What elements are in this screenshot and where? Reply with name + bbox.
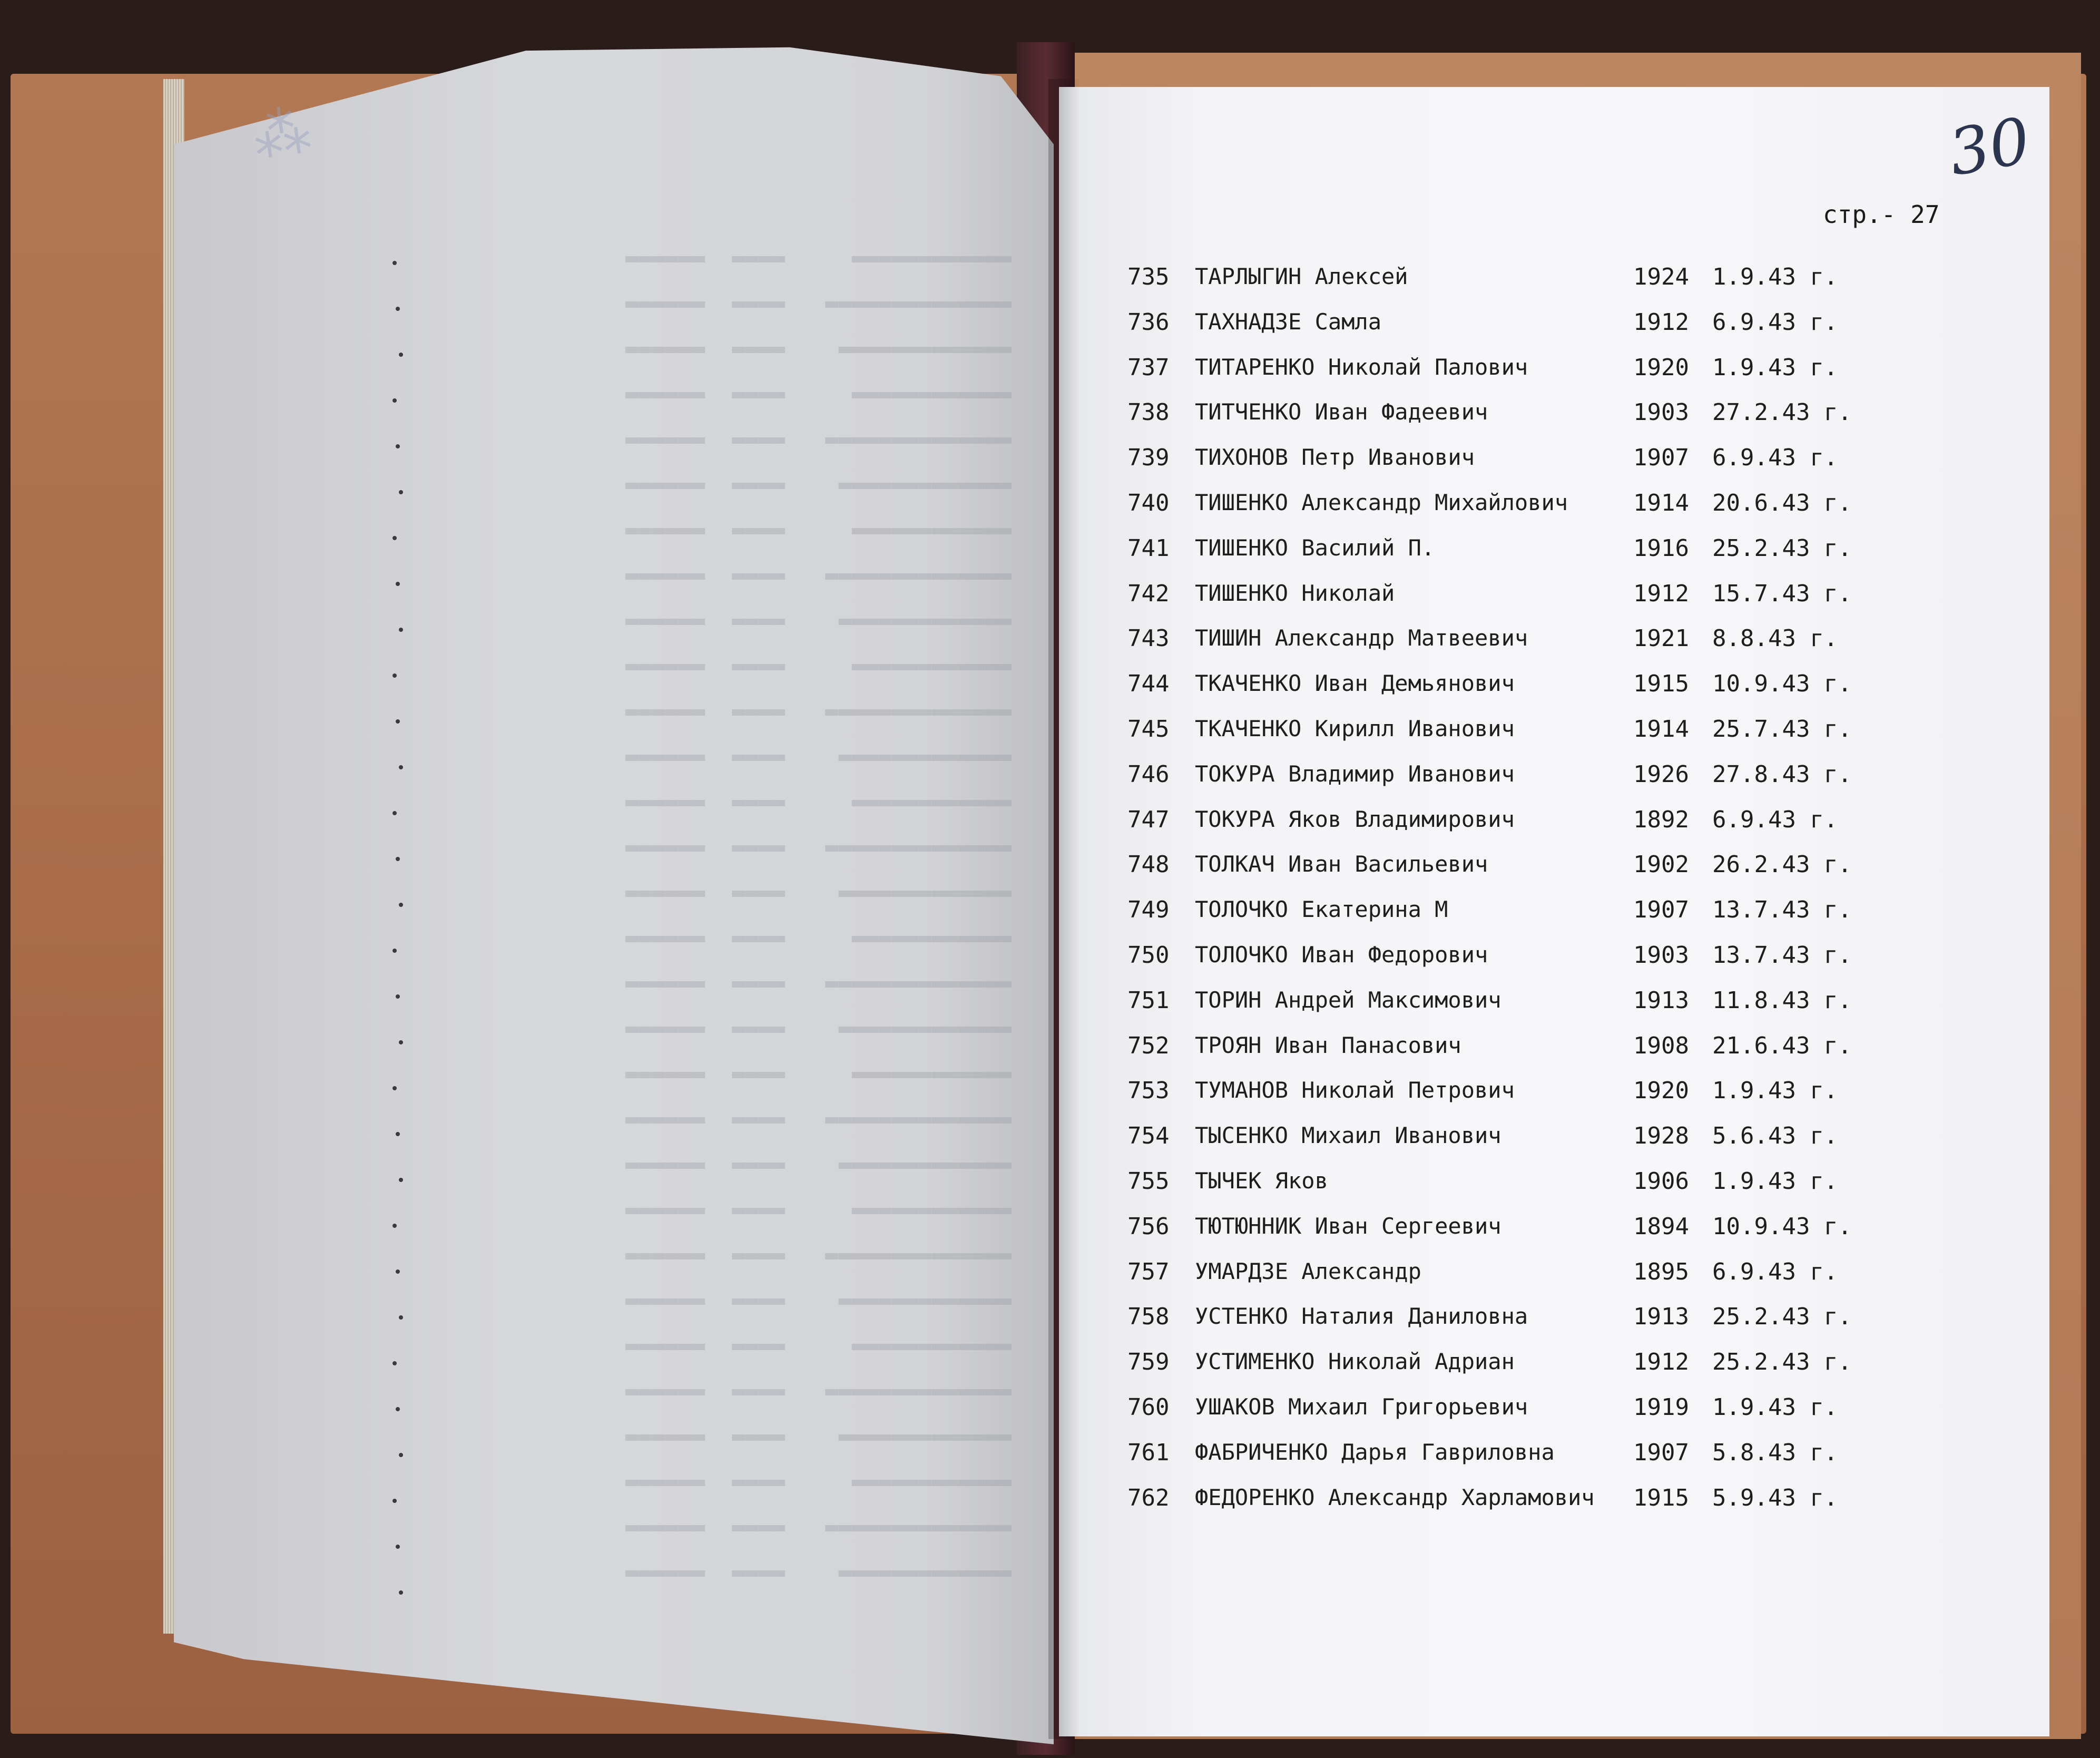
record-name: УШАКОВ Михаил Григорьевич — [1195, 1393, 1528, 1420]
record-row — [1127, 1213, 2023, 1258]
left-page-dot — [392, 673, 397, 678]
record-date: 25.2.43 г. — [1712, 1303, 1852, 1331]
record-name: ТРОЯН Иван Панасович — [1195, 1032, 1461, 1058]
record-date: 1.9.43 г. — [1712, 1393, 1838, 1421]
record-date: 6.9.43 г. — [1712, 308, 1838, 336]
record-birth-year: 1912 — [1633, 580, 1689, 607]
record-date: 5.6.43 г. — [1712, 1122, 1838, 1150]
record-number: 758 — [1127, 1303, 1170, 1331]
record-birth-year: 1914 — [1633, 489, 1689, 516]
record-number: 737 — [1127, 354, 1170, 381]
record-name: УСТИМЕНКО Николай Адриан — [1195, 1349, 1515, 1375]
record-birth-year: 1894 — [1633, 1213, 1689, 1240]
record-birth-year: 1895 — [1633, 1258, 1689, 1285]
record-date: 27.2.43 г. — [1712, 399, 1852, 426]
left-page-dot — [392, 1086, 397, 1090]
record-row — [1127, 309, 2023, 354]
record-name: ТИХОНОВ Петр Иванович — [1195, 444, 1475, 471]
record-row — [1127, 1122, 2023, 1168]
record-birth-year: 1914 — [1633, 715, 1689, 743]
record-name: ТОКУРА Владимир Иванович — [1195, 760, 1515, 787]
record-name: ТЫСЕНКО Михаил Иванович — [1195, 1122, 1502, 1149]
record-date: 21.6.43 г. — [1712, 1032, 1852, 1059]
record-birth-year: 1913 — [1633, 987, 1689, 1014]
left-page-dot — [396, 1269, 400, 1274]
record-row — [1127, 535, 2023, 580]
record-row — [1127, 851, 2023, 896]
record-date: 13.7.43 г. — [1712, 896, 1852, 924]
record-number: 738 — [1127, 399, 1170, 426]
left-page-dot — [399, 1453, 403, 1457]
record-date: 1.9.43 г. — [1712, 1077, 1838, 1105]
record-name: ТЮТЮННИК Иван Сергеевич — [1195, 1213, 1502, 1239]
record-row — [1127, 1077, 2023, 1122]
record-date: 20.6.43 г. — [1712, 489, 1852, 516]
record-name: ТКАЧЕНКО Кирилл Иванович — [1195, 715, 1515, 741]
left-page-dot — [396, 444, 400, 448]
record-name: ТУМАНОВ Николай Петрович — [1195, 1077, 1515, 1103]
record-birth-year: 1921 — [1633, 625, 1689, 652]
record-number: 748 — [1127, 851, 1170, 878]
left-page-dot — [396, 857, 400, 861]
left-page-dot — [392, 1361, 397, 1365]
left-page-dot — [396, 582, 400, 586]
record-number: 755 — [1127, 1167, 1170, 1195]
record-name: ТИШЕНКО Александр Михайлович — [1195, 489, 1568, 515]
left-page-dot — [399, 1178, 403, 1182]
record-name: ТИШЕНКО Василий П. — [1195, 534, 1435, 561]
record-birth-year: 1928 — [1633, 1122, 1689, 1150]
record-name: ТАРЛЫГИН Алексей — [1195, 263, 1408, 289]
record-name: ТАХНАДЗЕ Самла — [1195, 308, 1382, 335]
record-date: 1.9.43 г. — [1712, 1167, 1838, 1195]
record-number: 745 — [1127, 715, 1170, 743]
record-birth-year: 1892 — [1633, 806, 1689, 833]
left-page-dot — [399, 1590, 403, 1595]
page-number-label: стр.- 27 — [1823, 200, 1940, 229]
record-row — [1127, 444, 2023, 490]
record-row — [1127, 625, 2023, 670]
record-row — [1127, 761, 2023, 806]
record-number: 762 — [1127, 1484, 1170, 1511]
record-number: 760 — [1127, 1393, 1170, 1421]
left-page-dot — [392, 1224, 397, 1228]
left-page-dot — [396, 1545, 400, 1549]
record-date: 10.9.43 г. — [1712, 1213, 1852, 1240]
record-number: 754 — [1127, 1122, 1170, 1150]
record-name: УСТЕНКО Наталия Даниловна — [1195, 1303, 1528, 1330]
record-number: 743 — [1127, 625, 1170, 652]
record-name: УМАРДЗЕ Александр — [1195, 1258, 1421, 1284]
record-date: 8.8.43 г. — [1712, 625, 1838, 652]
record-row — [1127, 354, 2023, 399]
record-number: 761 — [1127, 1439, 1170, 1466]
record-date: 11.8.43 г. — [1712, 987, 1852, 1014]
left-page-dot — [399, 490, 403, 494]
record-date: 5.9.43 г. — [1712, 1484, 1838, 1511]
record-number: 747 — [1127, 806, 1170, 833]
record-row — [1127, 1394, 2023, 1439]
record-number: 739 — [1127, 444, 1170, 472]
record-birth-year: 1913 — [1633, 1303, 1689, 1331]
record-birth-year: 1903 — [1633, 941, 1689, 969]
record-birth-year: 1924 — [1633, 263, 1689, 290]
record-birth-year: 1906 — [1633, 1167, 1689, 1195]
left-page-dot — [392, 811, 397, 815]
record-name: ТОКУРА Яков Владимирович — [1195, 806, 1515, 832]
record-row — [1127, 670, 2023, 716]
left-page-dot — [392, 1499, 397, 1503]
record-number: 744 — [1127, 670, 1170, 698]
record-number: 746 — [1127, 760, 1170, 788]
left-page-dot — [396, 994, 400, 999]
record-birth-year: 1915 — [1633, 670, 1689, 698]
record-number: 741 — [1127, 534, 1170, 562]
record-name: ТЫЧЕК Яков — [1195, 1167, 1328, 1194]
record-number: 749 — [1127, 896, 1170, 924]
record-number: 756 — [1127, 1213, 1170, 1240]
record-date: 13.7.43 г. — [1712, 941, 1852, 969]
record-name: ТОРИН Андрей Максимович — [1195, 987, 1502, 1013]
record-row — [1127, 1032, 2023, 1078]
record-birth-year: 1907 — [1633, 1439, 1689, 1466]
record-number: 759 — [1127, 1349, 1170, 1376]
record-date: 6.9.43 г. — [1712, 444, 1838, 472]
left-page-dot — [392, 398, 397, 403]
record-number: 735 — [1127, 263, 1170, 290]
handwritten-folio-number: 30 — [1944, 104, 2036, 191]
record-number: 752 — [1127, 1032, 1170, 1059]
record-name: ТИШИН Александр Матвеевич — [1195, 625, 1528, 651]
record-number: 757 — [1127, 1258, 1170, 1285]
left-page-dot — [399, 765, 403, 769]
left-page-ghost-mark: ⁂ — [248, 96, 316, 172]
record-date: 1.9.43 г. — [1712, 354, 1838, 381]
record-name: ФЕДОРЕНКО Александр Харламович — [1195, 1484, 1595, 1510]
record-row — [1127, 806, 2023, 852]
left-page-dot — [396, 719, 400, 724]
left-page-dot — [399, 353, 403, 357]
record-number: 742 — [1127, 580, 1170, 607]
record-name: ТИТАРЕНКО Николай Палович — [1195, 354, 1528, 380]
record-number: 753 — [1127, 1077, 1170, 1105]
record-birth-year: 1919 — [1633, 1393, 1689, 1421]
record-birth-year: 1916 — [1633, 534, 1689, 562]
record-row — [1127, 1168, 2023, 1213]
record-birth-year: 1902 — [1633, 851, 1689, 878]
left-page-dot — [392, 261, 397, 265]
record-date: 15.7.43 г. — [1712, 580, 1852, 607]
record-date: 6.9.43 г. — [1712, 1258, 1838, 1285]
record-date: 25.7.43 г. — [1712, 715, 1852, 743]
record-birth-year: 1915 — [1633, 1484, 1689, 1511]
record-number: 736 — [1127, 308, 1170, 336]
records-list — [1127, 263, 2023, 1529]
record-row — [1127, 716, 2023, 761]
left-page-bleedthrough: ▬▬▬▬▬▬▬▬▬▬▬▬ ▬▬▬▬ ▬▬▬▬▬▬ ▬▬▬▬▬▬▬▬▬▬▬▬▬▬ ▬▬▬▬ ▬▬▬▬▬▬ ▬▬▬▬▬▬▬▬▬▬▬▬▬ ▬▬▬▬ ▬▬▬▬▬▬ ▬▬▬▬▬▬▬▬▬▬▬▬ ▬▬▬▬ ▬▬▬▬▬▬ ▬▬▬▬▬▬▬▬▬▬▬▬▬▬ ▬▬▬▬ ▬▬▬▬▬▬ ▬▬▬▬▬▬▬▬▬▬▬▬▬ ▬▬▬▬ ▬▬▬▬▬▬ ▬▬▬▬▬▬▬▬▬▬▬▬ ▬▬▬▬ ▬▬▬▬▬▬ ▬▬▬▬▬▬▬▬▬▬▬▬▬▬ ▬▬▬▬ ▬▬▬▬▬▬ ▬▬▬▬▬▬▬▬▬▬▬▬▬ ▬▬▬▬ ▬▬▬▬▬▬ ▬▬▬▬▬▬▬▬▬▬▬▬ ▬▬▬▬ ▬▬▬▬▬▬ ▬▬▬▬▬▬▬▬▬▬▬▬▬▬ ▬▬▬▬ ▬▬▬▬▬▬ ▬▬▬▬▬▬▬▬▬▬▬▬▬ ▬▬▬▬ ▬▬▬▬▬▬ ▬▬▬▬▬▬▬▬▬▬▬▬ ▬▬▬▬ ▬▬▬▬▬▬ ▬▬▬▬▬▬▬▬▬▬▬▬▬▬ ▬▬▬▬ ▬▬▬▬▬▬ ▬▬▬▬▬▬▬▬▬▬▬▬▬ ▬▬▬▬ ▬▬▬▬▬▬ ▬▬▬▬▬▬▬▬▬▬▬▬ ▬▬▬▬ ▬▬▬▬▬▬ ▬▬▬▬▬▬▬▬▬▬▬▬▬▬ ▬▬▬▬ ▬▬▬▬▬▬ ▬▬▬▬▬▬▬▬▬▬▬▬▬ ▬▬▬▬ ▬▬▬▬▬▬ ▬▬▬▬▬▬▬▬▬▬▬▬ ▬▬▬▬ ▬▬▬▬▬▬ ▬▬▬▬▬▬▬▬▬▬▬▬▬▬ ▬▬▬▬ ▬▬▬▬▬▬ ▬▬▬▬▬▬▬▬▬▬▬▬▬ ▬▬▬▬ ▬▬▬▬▬▬ ▬▬▬▬▬▬▬▬▬▬▬▬ ▬▬▬▬ ▬▬▬▬▬▬ ▬▬▬▬▬▬▬▬▬▬▬▬▬▬ ▬▬▬▬ ▬▬▬▬▬▬ ▬▬▬▬▬▬▬▬▬▬▬▬▬ ▬▬▬▬ ▬▬▬▬▬▬ ▬▬▬▬▬▬▬▬▬▬▬▬ ▬▬▬▬ ▬▬▬▬▬▬ ▬▬▬▬▬▬▬▬▬▬▬▬▬▬ ▬▬▬▬ ▬▬▬▬▬▬ ▬▬▬▬▬▬▬▬▬▬▬▬▬ ▬▬▬▬ ▬▬▬▬▬▬ ▬▬▬▬▬▬▬▬▬▬▬▬ ▬▬▬▬ ▬▬▬▬▬▬ ▬▬▬▬▬▬▬▬▬▬▬▬▬▬ ▬▬▬▬ ▬▬▬▬▬▬ ▬▬▬▬▬▬▬▬▬▬▬▬▬ ▬▬▬▬ ▬▬▬▬▬▬ — [625, 245, 1012, 1585]
record-row — [1127, 1349, 2023, 1394]
record-birth-year: 1920 — [1633, 1077, 1689, 1105]
gutter-shadow — [1048, 79, 1080, 1739]
record-row — [1127, 1258, 2023, 1304]
record-name: ТИТЧЕНКО Иван Фадеевич — [1195, 399, 1488, 425]
record-name: ТОЛКАЧ Иван Васильевич — [1195, 851, 1488, 877]
record-name: ТОЛОЧКО Екатерина М — [1195, 896, 1448, 923]
record-row — [1127, 490, 2023, 535]
left-page-dot — [392, 949, 397, 953]
record-birth-year: 1907 — [1633, 444, 1689, 472]
record-row — [1127, 399, 2023, 444]
record-birth-year: 1903 — [1633, 399, 1689, 426]
left-page-dot — [399, 903, 403, 907]
record-date: 25.2.43 г. — [1712, 534, 1852, 562]
record-birth-year: 1908 — [1633, 1032, 1689, 1059]
record-birth-year: 1920 — [1633, 354, 1689, 381]
record-date: 27.8.43 г. — [1712, 760, 1852, 788]
record-row — [1127, 1303, 2023, 1349]
record-birth-year: 1907 — [1633, 896, 1689, 924]
record-number: 750 — [1127, 941, 1170, 969]
record-date: 25.2.43 г. — [1712, 1349, 1852, 1376]
record-row — [1127, 1439, 2023, 1484]
record-name: ТОЛОЧКО Иван Федорович — [1195, 941, 1488, 968]
left-page-dot — [399, 628, 403, 632]
record-row — [1127, 580, 2023, 626]
left-page-dot — [392, 536, 397, 540]
record-date: 5.8.43 г. — [1712, 1439, 1838, 1466]
left-page-dot — [396, 1132, 400, 1136]
record-name: ФАБРИЧЕНКО Дарья Гавриловна — [1195, 1439, 1555, 1465]
record-row — [1127, 987, 2023, 1032]
left-page-dot — [399, 1040, 403, 1044]
record-row — [1127, 263, 2023, 309]
record-number: 740 — [1127, 489, 1170, 516]
record-date: 10.9.43 г. — [1712, 670, 1852, 698]
record-birth-year: 1926 — [1633, 760, 1689, 788]
record-birth-year: 1912 — [1633, 308, 1689, 336]
left-page-dot — [399, 1315, 403, 1320]
record-row — [1127, 1484, 2023, 1530]
record-name: ТКАЧЕНКО Иван Демьянович — [1195, 670, 1515, 697]
record-row — [1127, 896, 2023, 942]
record-number: 751 — [1127, 987, 1170, 1014]
record-date: 1.9.43 г. — [1712, 263, 1838, 290]
record-name: ТИШЕНКО Николай — [1195, 580, 1395, 606]
record-date: 6.9.43 г. — [1712, 806, 1838, 833]
record-date: 26.2.43 г. — [1712, 851, 1852, 878]
left-page-dot — [396, 307, 400, 311]
record-row — [1127, 942, 2023, 987]
record-birth-year: 1912 — [1633, 1349, 1689, 1376]
left-page-dot — [396, 1407, 400, 1411]
